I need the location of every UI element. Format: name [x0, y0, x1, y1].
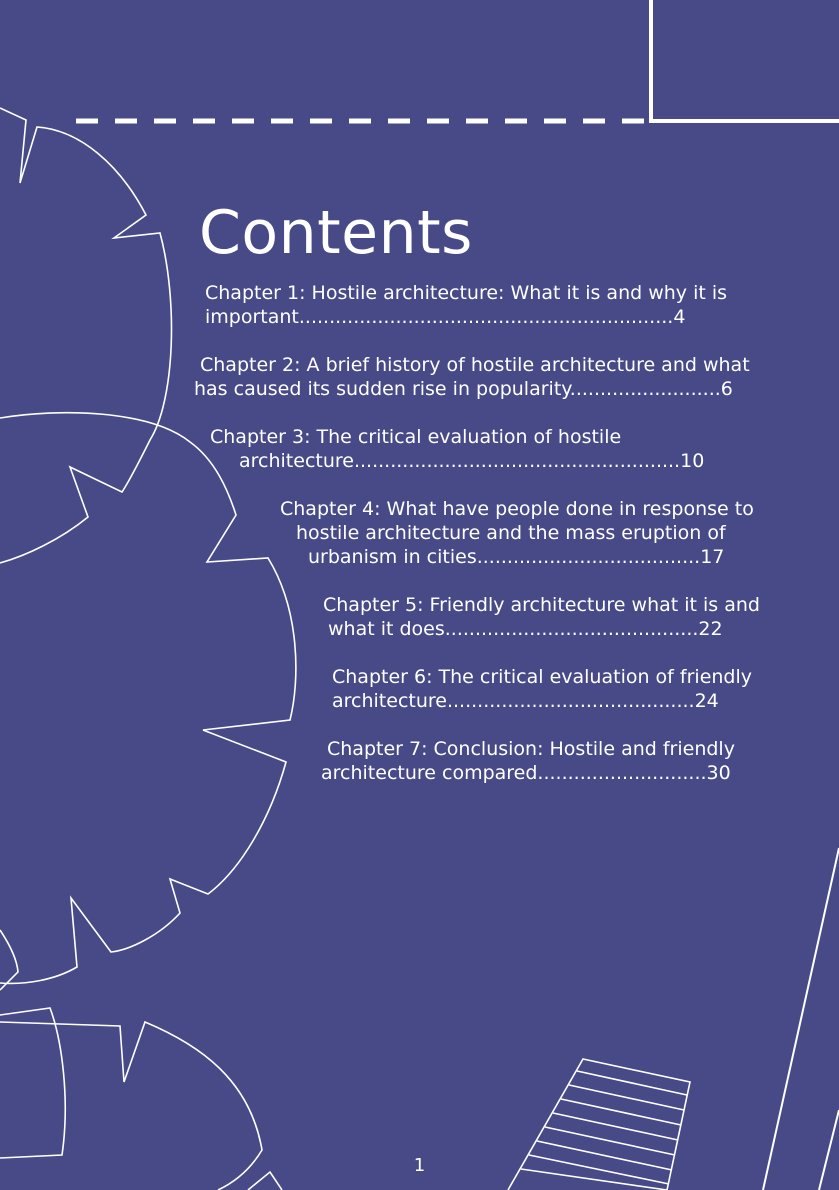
toc-line: architecture.........................................24	[332, 690, 719, 712]
toc-line: Chapter 5: Friendly architecture what it is and	[323, 594, 760, 616]
toc-line: has caused its sudden rise in popularity.........................6	[194, 378, 733, 400]
page-number: 1	[413, 1155, 426, 1176]
toc-line: Chapter 7: Conclusion: Hostile and friendly	[327, 738, 735, 760]
tree-canopy-icon	[0, 108, 171, 563]
building-outline	[651, 0, 839, 121]
road-edge-line	[819, 1110, 839, 1190]
toc-line: Chapter 1: Hostile architecture: What it is and why it is	[205, 282, 728, 304]
toc-line: architecture......................................................10	[239, 450, 705, 472]
toc-line: Chapter 3: The critical evaluation of hostile	[210, 426, 622, 448]
page-title: Contents	[199, 198, 473, 268]
toc-line: hostile architecture and the mass eruption of	[296, 522, 726, 544]
toc-line: Chapter 2: A brief history of hostile architecture and what	[200, 354, 750, 376]
tree-canopy-icon	[0, 413, 296, 984]
tree-canopy-icon	[0, 1008, 65, 1158]
toc-line: Chapter 4: What have people done in response to	[280, 498, 754, 520]
road-edge-line	[763, 848, 839, 1190]
toc-line: architecture compared............................30	[321, 762, 731, 784]
toc-line: Chapter 6: The critical evaluation of friendly	[332, 666, 753, 688]
toc-line: urbanism in cities.....................................17	[308, 546, 725, 568]
tree-canopy-icon	[0, 930, 18, 990]
toc-line: what it does..........................................22	[328, 618, 723, 640]
toc-line: important..............................................................4	[205, 306, 686, 328]
